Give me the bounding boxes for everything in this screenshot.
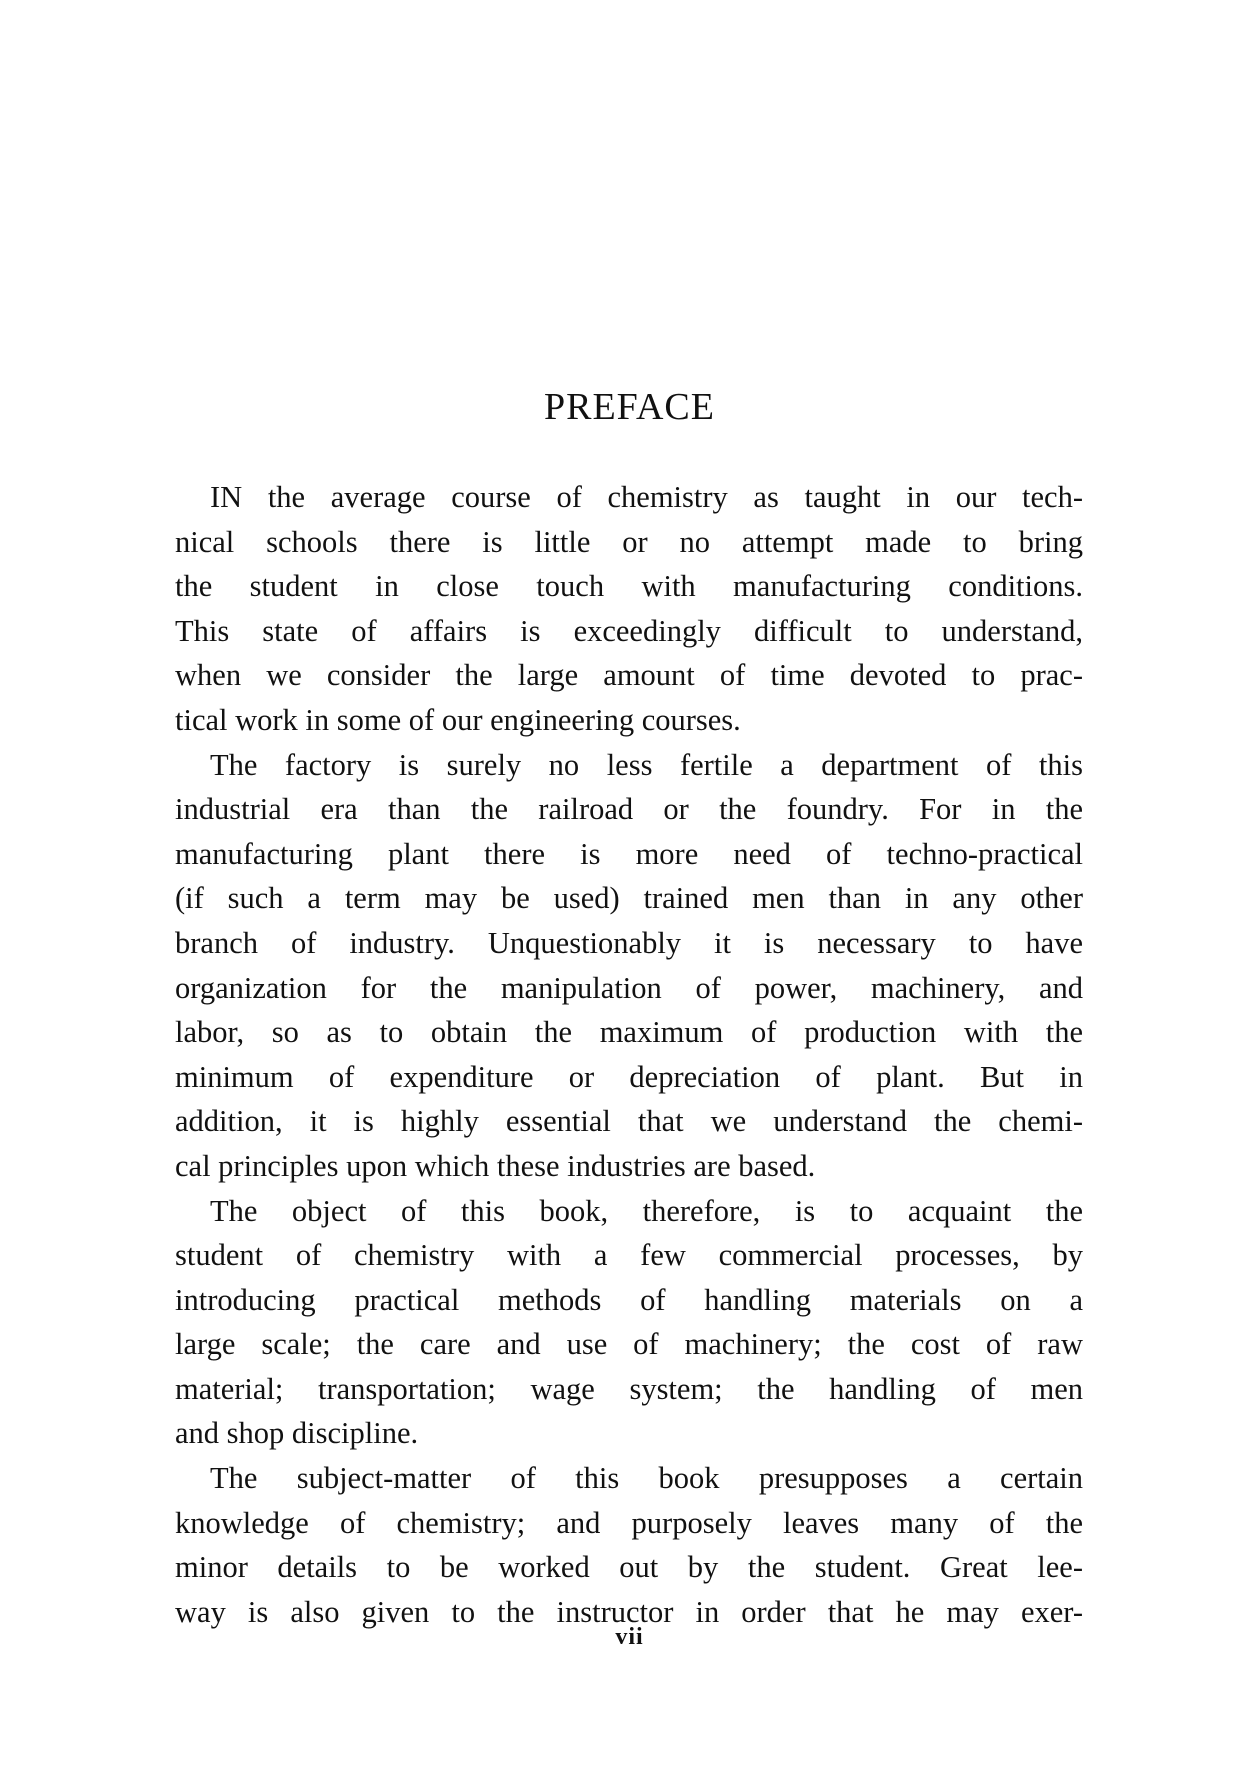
text-line: The factory is surely no less fertile a department of this <box>210 747 1083 782</box>
text-line: when we consider the large amount of time devoted to prac- <box>175 658 1083 693</box>
text-line: material; transportation; wage system; the handling of men <box>175 1371 1083 1406</box>
text-line: the student in close touch with manufacturing conditions. <box>175 569 1083 604</box>
text-line: organization for the manipulation of power, machinery, and <box>175 970 1083 1005</box>
text-line: knowledge of chemistry; and purposely leaves many of the <box>175 1505 1083 1540</box>
preface-body <box>175 475 1083 1634</box>
text-line: and shop discipline. <box>175 1416 419 1451</box>
text-line: way is also given to the instructor in order that he may exer- <box>175 1594 1083 1629</box>
page-number: vii <box>615 1624 644 1650</box>
text-line: (if such a term may be used) trained men than in any other <box>175 881 1083 916</box>
page-title: PREFACE <box>543 386 715 428</box>
text-line: introducing practical methods of handling materials on a <box>175 1282 1083 1317</box>
text-line: This state of affairs is exceedingly difficult to understand, <box>175 613 1083 648</box>
text-line: minimum of expenditure or depreciation of plant. But in <box>175 1059 1083 1094</box>
text-line: cal principles upon which these industries are based. <box>175 1148 816 1183</box>
text-line: IN the average course of chemistry as taught in our tech- <box>210 480 1083 514</box>
paragraph-1 <box>175 475 1083 743</box>
text-line: large scale; the care and use of machinery; the cost of raw <box>175 1327 1083 1362</box>
paragraph-3 <box>175 1189 1083 1457</box>
text-line: student of chemistry with a few commercial processes, by <box>175 1238 1083 1273</box>
text-line: labor, so as to obtain the maximum of production with the <box>175 1015 1083 1050</box>
paragraph-4 <box>175 1456 1083 1634</box>
text-line: minor details to be worked out by the student. Great lee- <box>175 1550 1083 1585</box>
text-line: nical schools there is little or no attempt made to bring <box>175 524 1083 559</box>
text-line: tical work in some of our engineering courses. <box>175 702 741 737</box>
text-line: The object of this book, therefore, is to acquaint the <box>210 1193 1083 1228</box>
text-line: manufacturing plant there is more need of techno-practical <box>175 836 1083 871</box>
text-line: branch of industry. Unquestionably it is necessary to have <box>175 925 1083 960</box>
text-line: The subject-matter of this book presupposes a certain <box>210 1461 1083 1496</box>
paragraph-2 <box>175 743 1083 1189</box>
text-line: addition, it is highly essential that we understand the chemi- <box>175 1104 1083 1139</box>
text-line: industrial era than the railroad or the foundry. For in the <box>175 792 1083 827</box>
